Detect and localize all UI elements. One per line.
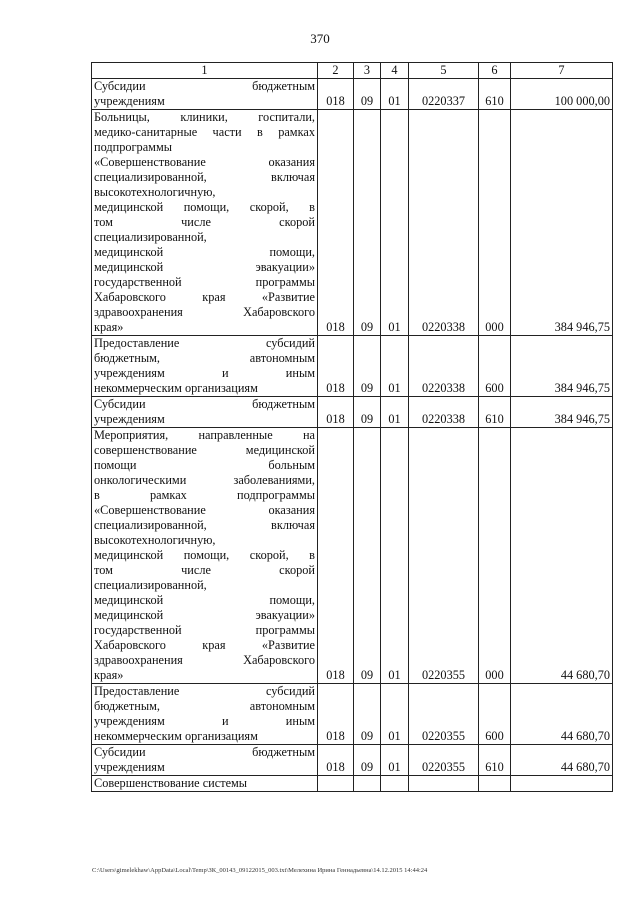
code-section-cell: 09 [354,79,381,110]
description-line: государственной программы [94,623,315,637]
code-target-cell: 0220355 [409,745,479,776]
code-expense-type-cell [479,776,511,792]
code-ministry-cell: 018 [318,79,354,110]
code-expense-type-cell: 600 [479,336,511,397]
table-row [92,397,613,428]
description-line: края» [94,668,124,682]
description-line: том числе скорой [94,215,315,229]
code-expense-type-cell: 600 [479,684,511,745]
code-expense-type-cell: 610 [479,745,511,776]
code-ministry-cell: 018 [318,397,354,428]
header-cell: 6 [479,63,511,79]
description-line: медицинской эвакуации» [94,260,315,274]
description-line: Предоставление субсидий [94,684,315,698]
page-number: 370 [310,31,330,46]
description-line: некоммерческим организациям [94,729,258,743]
amount-cell: 384 946,75 [511,336,613,397]
table-row [92,336,613,397]
description-line: государственной программы [94,275,315,289]
description-line: помощи больным [94,458,315,472]
description-line: Хабаровского края «Развитие [94,638,315,652]
code-subsection-cell: 01 [381,79,409,110]
code-target-cell: 0220355 [409,684,479,745]
amount-cell: 100 000,00 [511,79,613,110]
description-line: учреждениям и иным [94,366,315,380]
code-section-cell: 09 [354,110,381,336]
code-ministry-cell: 018 [318,110,354,336]
header-cell: 7 [511,63,613,79]
header-cell: 3 [354,63,381,79]
description-line: медико-санитарные части в рамках [94,125,315,139]
description-line: Больницы, клиники, госпитали, [94,110,315,124]
row-description [92,745,318,776]
code-target-cell: 0220338 [409,397,479,428]
row-description [92,684,318,745]
description-line: бюджетным, автономным [94,699,315,713]
row-description [92,397,318,428]
header-cell: 4 [381,63,409,79]
description-line: медицинской помощи, скорой, в [94,200,315,214]
description-line: здравоохранения Хабаровского [94,305,315,319]
description-line: Мероприятия, направленные на [94,428,315,442]
description-line: специализированной, [94,230,207,244]
amount-cell: 384 946,75 [511,110,613,336]
row-description [92,110,318,336]
description-line: Субсидии бюджетным [94,397,315,411]
code-section-cell [354,776,381,792]
description-line: Предоставление субсидий [94,336,315,350]
description-line: совершенствование медицинской [94,443,315,457]
row-description [92,79,318,110]
description-line: онкологическими заболеваниями, [94,473,315,487]
row-description [92,776,318,792]
description-line: специализированной, включая [94,518,315,532]
description-line: Субсидии бюджетным [94,745,315,759]
code-expense-type-cell: 610 [479,79,511,110]
code-subsection-cell: 01 [381,428,409,684]
code-expense-type-cell: 000 [479,428,511,684]
description-line: «Совершенствование оказания [94,155,315,169]
code-section-cell: 09 [354,684,381,745]
amount-cell: 44 680,70 [511,428,613,684]
code-subsection-cell [381,776,409,792]
code-target-cell: 0220355 [409,428,479,684]
description-line: Хабаровского края «Развитие [94,290,315,304]
code-section-cell: 09 [354,336,381,397]
header-cell: 1 [92,63,318,79]
description-line: высокотехнологичную, [94,533,216,547]
table-row [92,110,613,336]
description-line: учреждениям [94,760,165,774]
description-line: специализированной, включая [94,170,315,184]
table-row [92,428,613,684]
code-ministry-cell: 018 [318,336,354,397]
description-line: медицинской помощи, скорой, в [94,548,315,562]
description-line: высокотехнологичную, [94,185,216,199]
description-line: учреждениям [94,412,165,426]
row-description [92,428,318,684]
description-line: в рамках подпрограммы [94,488,315,502]
amount-cell: 44 680,70 [511,684,613,745]
code-ministry-cell: 018 [318,428,354,684]
amount-cell [511,776,613,792]
description-line: специализированной, [94,578,207,592]
code-target-cell: 0220338 [409,336,479,397]
code-ministry-cell [318,776,354,792]
description-line: края» [94,320,124,334]
code-target-cell: 0220337 [409,79,479,110]
description-line: подпрограммы [94,140,172,154]
table-row [92,776,613,792]
description-line: некоммерческим организациям [94,381,258,395]
description-line: бюджетным, автономным [94,351,315,365]
table-row [92,745,613,776]
description-line: медицинской помощи, [94,245,315,259]
code-ministry-cell: 018 [318,684,354,745]
amount-cell: 44 680,70 [511,745,613,776]
code-target-cell: 0220338 [409,110,479,336]
code-section-cell: 09 [354,397,381,428]
description-line: Субсидии бюджетным [94,79,315,93]
row-description [92,336,318,397]
budget-table [91,62,613,792]
table-row [92,79,613,110]
code-section-cell: 09 [354,745,381,776]
code-ministry-cell: 018 [318,745,354,776]
description-line: учреждениям и иным [94,714,315,728]
description-line: медицинской помощи, [94,593,315,607]
table-row [92,684,613,745]
code-subsection-cell: 01 [381,684,409,745]
code-subsection-cell: 01 [381,336,409,397]
description-line: «Совершенствование оказания [94,503,315,517]
code-subsection-cell: 01 [381,745,409,776]
code-expense-type-cell: 610 [479,397,511,428]
code-expense-type-cell: 000 [479,110,511,336]
description-line: том числе скорой [94,563,315,577]
code-section-cell: 09 [354,428,381,684]
description-line: Совершенствование системы [94,776,248,790]
amount-cell: 384 946,75 [511,397,613,428]
code-subsection-cell: 01 [381,397,409,428]
header-cell: 2 [318,63,354,79]
description-line: учреждениям [94,94,165,108]
code-subsection-cell: 01 [381,110,409,336]
footer-file-path: C:\Users\gimelekhaw\AppData\Local\Temp\ЗК_00143_09122015_003.txt\Мелехина Ирина Геннадьевна\14.12.2015 14:44:24 [92,867,428,874]
header-row [92,63,613,79]
code-target-cell [409,776,479,792]
description-line: медицинской эвакуации» [94,608,315,622]
description-line: здравоохранения Хабаровского [94,653,315,667]
header-cell: 5 [409,63,479,79]
